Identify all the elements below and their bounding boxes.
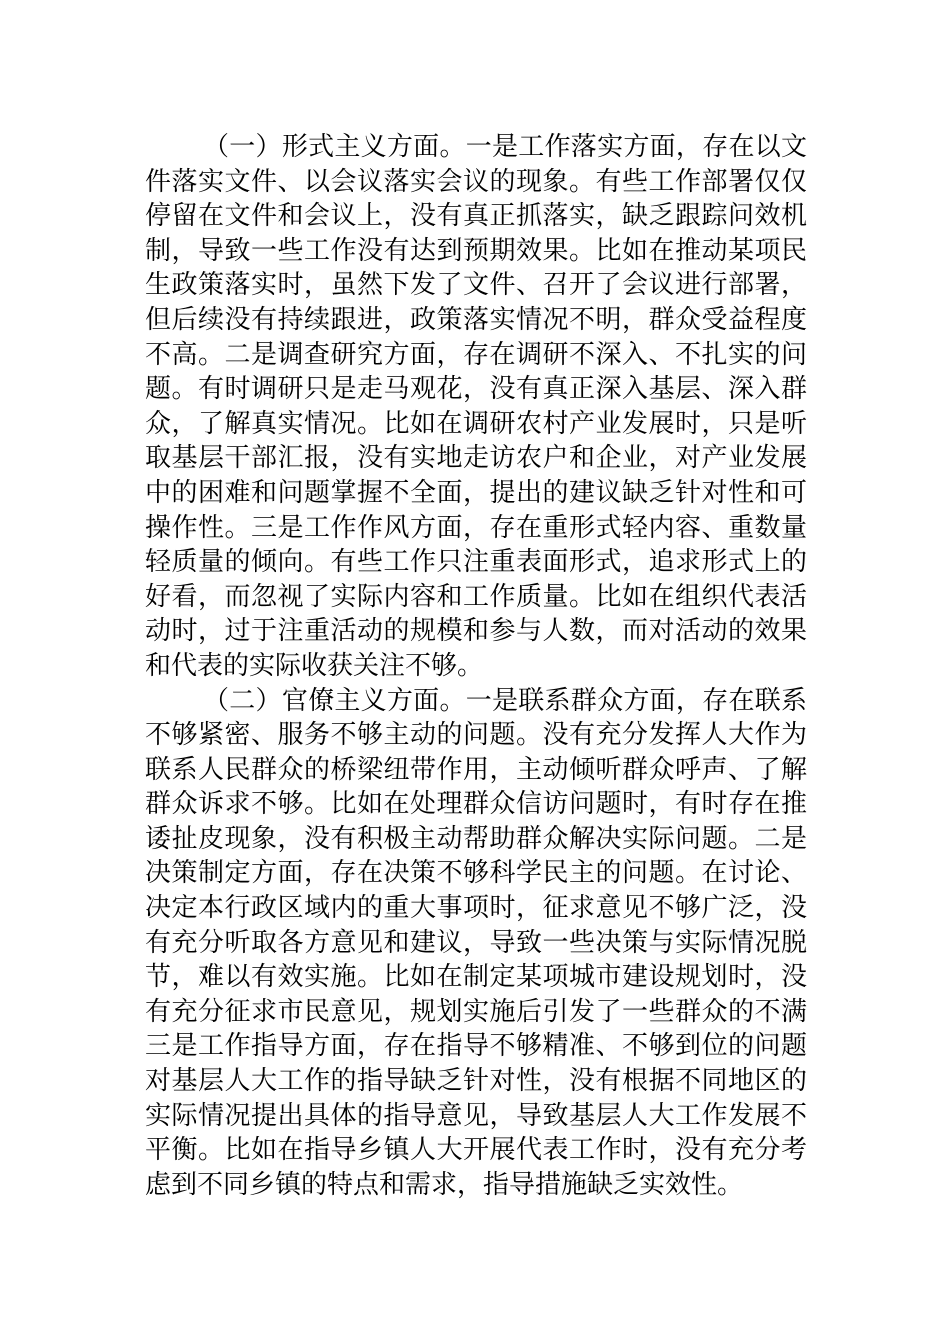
paragraph-line: 决定本行政区域内的重大事项时，征求意见不够广泛，没	[145, 893, 807, 924]
paragraph-line: 操作性。三是工作作风方面，存在重形式轻内容、重数量	[145, 512, 807, 543]
paragraph-formalism	[145, 130, 807, 684]
paragraph-line: 三是工作指导方面，存在指导不够精准、不够到位的问题	[145, 1031, 807, 1062]
paragraph-line: 不高。二是调查研究方面，存在调研不深入、不扎实的问	[145, 339, 807, 370]
paragraph-line: 轻质量的倾向。有些工作只注重表面形式，追求形式上的	[145, 547, 807, 578]
paragraph-line: 不够紧密、服务不够主动的问题。没有充分发挥人大作为	[145, 720, 807, 751]
paragraph-line: （二）官僚主义方面。一是联系群众方面，存在联系	[203, 685, 807, 716]
paragraph-line: 但后续没有持续跟进，政策落实情况不明，群众受益程度	[145, 304, 807, 335]
paragraph-line: 实际情况提出具体的指导意见，导致基层人大工作发展不	[145, 1100, 807, 1131]
paragraph-line: 取基层干部汇报，没有实地走访农户和企业，对产业发展	[145, 443, 807, 474]
document-body	[145, 130, 807, 1202]
paragraph-line: 对基层人大工作的指导缺乏针对性，没有根据不同地区的	[145, 1066, 807, 1097]
paragraph-line: 有充分征求市民意见，规划实施后引发了一些群众的不满	[145, 996, 807, 1027]
paragraph-line: 和代表的实际收获关注不够。	[145, 650, 484, 681]
paragraph-line: 生政策落实时，虽然下发了文件、召开了会议进行部署，	[145, 270, 807, 301]
paragraph-line: 节，难以有效实施。比如在制定某项城市建设规划时，没	[145, 962, 807, 993]
paragraph-line: 制，导致一些工作没有达到预期效果。比如在推动某项民	[145, 235, 807, 266]
paragraph-line: 虑到不同乡镇的特点和需求，指导措施缺乏实效性。	[145, 1169, 744, 1200]
paragraph-line: 群众诉求不够。比如在处理群众信访问题时，有时存在推	[145, 789, 807, 820]
paragraph-line: 决策制定方面，存在决策不够科学民主的问题。在讨论、	[145, 858, 807, 889]
paragraph-line: 好看，而忽视了实际内容和工作质量。比如在组织代表活	[145, 581, 807, 612]
paragraph-line: （一）形式主义方面。一是工作落实方面，存在以文	[203, 132, 807, 162]
paragraph-line: 诿扯皮现象，没有积极主动帮助群众解决实际问题。二是	[145, 823, 807, 854]
paragraph-line: 平衡。比如在指导乡镇人大开展代表工作时，没有充分考	[145, 1135, 807, 1166]
paragraph-line: 众，了解真实情况。比如在调研农村产业发展时，只是听	[145, 408, 807, 439]
paragraph-line: 停留在文件和会议上，没有真正抓落实，缺乏跟踪问效机	[145, 201, 807, 232]
paragraph-line: 中的困难和问题掌握不全面，提出的建议缺乏针对性和可	[145, 477, 807, 508]
paragraph-line: 有充分听取各方意见和建议，导致一些决策与实际情况脱	[145, 927, 807, 958]
paragraph-line: 题。有时调研只是走马观花，没有真正深入基层、深入群	[145, 374, 807, 405]
paragraph-line: 联系人民群众的桥梁纽带作用，主动倾听群众呼声、了解	[145, 754, 807, 785]
paragraph-bureaucracy	[145, 684, 807, 1203]
paragraph-line: 动时，过于注重活动的规模和参与人数，而对活动的效果	[145, 616, 807, 647]
paragraph-line: 件落实文件、以会议落实会议的现象。有些工作部署仅仅	[145, 166, 807, 197]
